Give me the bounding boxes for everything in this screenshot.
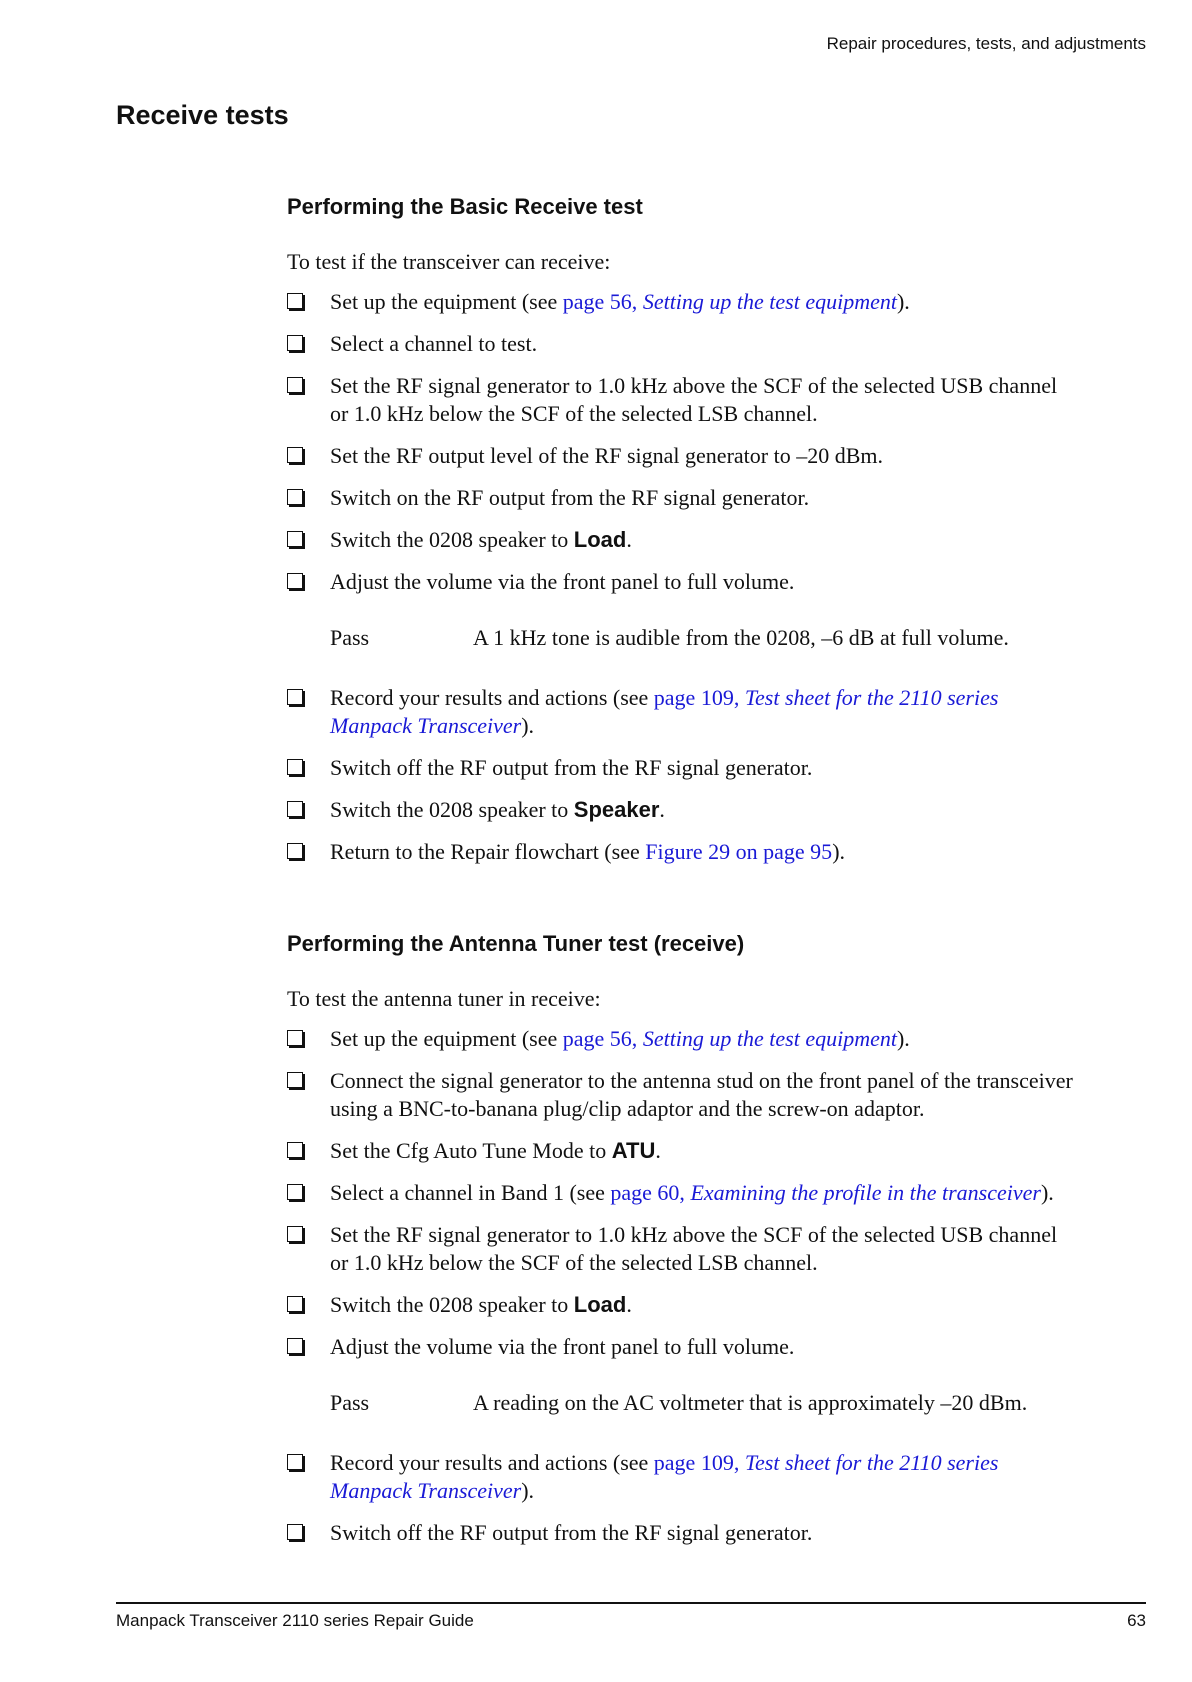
section-title: Performing the Basic Receive test	[287, 194, 643, 219]
step-text: Switch off the RF output from the RF signal generator.	[330, 1520, 813, 1545]
step-text: Set the RF output level of the RF signal generator to –20 dBm.	[330, 443, 883, 468]
setting-value: Load	[573, 527, 627, 552]
setting-value: Speaker	[573, 797, 660, 822]
checkbox-icon	[287, 377, 303, 393]
page-number: 63	[1127, 1611, 1146, 1630]
checkbox-icon	[287, 1030, 303, 1046]
step-text: Switch the 0208 speaker to Load.	[330, 527, 632, 552]
checkbox-icon	[287, 531, 303, 547]
checkbox-icon	[287, 293, 303, 309]
section-intro: To test the antenna tuner in receive:	[287, 986, 601, 1011]
step-text: Connect the signal generator to the antenna stud on the front panel of the transceiver using a BNC-to-banana plug/clip adaptor and the screw-on adaptor.	[330, 1068, 1073, 1121]
checkbox-icon	[287, 843, 303, 859]
cross-reference-link[interactable]: page 56, Setting up the test equipment	[562, 289, 897, 314]
checkbox-icon	[287, 689, 303, 705]
figure-link[interactable]: Figure 29 on page 95	[645, 839, 833, 864]
footer-guide-title: Manpack Transceiver 2110 series Repair Guide	[116, 1611, 474, 1630]
step-text: Switch the 0208 speaker to Load.	[330, 1292, 632, 1317]
step-text: Adjust the volume via the front panel to full volume.	[330, 1334, 795, 1359]
chapter-title: Receive tests	[116, 100, 289, 130]
running-header: Repair procedures, tests, and adjustments	[826, 34, 1146, 53]
checkbox-icon	[287, 1184, 303, 1200]
checkbox-icon	[287, 1338, 303, 1354]
step-text: Select a channel in Band 1 (see page 60, Examining the profile in the transceiver).	[330, 1180, 1054, 1205]
step-text: Record your results and actions (see page 109, Test sheet for the 2110 series Manpack Transceiver).	[330, 685, 999, 738]
cross-reference-link[interactable]: page 56, Setting up the test equipment	[562, 1026, 897, 1051]
step-text: Set the RF signal generator to 1.0 kHz above the SCF of the selected USB channel or 1.0 kHz below the SCF of the selected LSB channel.	[330, 373, 1058, 426]
cross-reference-link[interactable]: page 109, Test sheet for the 2110 series Manpack Transceiver	[330, 1450, 999, 1503]
step-text: Select a channel to test.	[330, 331, 538, 356]
checkbox-icon	[287, 759, 303, 775]
checkbox-icon	[287, 1072, 303, 1088]
checkbox-icon	[287, 573, 303, 589]
setting-value: Load	[573, 1292, 627, 1317]
step-text: Set up the equipment (see	[330, 1026, 563, 1051]
checkbox-icon	[287, 1454, 303, 1470]
checkbox-icon	[287, 1226, 303, 1242]
section-antenna-tuner-receive: Performing the Antenna Tuner test (receive) To test the antenna tuner in receive: Set up the equipment (see page 56, Setting up the test equipment). Connect the signal generator to the antenna stud on the front panel of the transceiver using a BNC-to-banana plug/clip adaptor and the screw-on adaptor. Set the Cfg Auto Tune Mode to ATU. Select a channel in Band 1 (see page 60, Examining the profile in the transceiver). Set the RF signal generator to 1.0 kHz above the SCF of the selected USB channel or 1.0 kHz below the SCF of the selected LSB channel. Switch the 0208 speaker to Load. Adjust the volume via the front panel to full volume. Pass A reading on the AC voltmeter that is approximately –20 dBm. Record your results and actions (see page 109, Test sheet for the 2110 series Manpack Transceiver). Switch off the RF output from the RF signal generator.	[287, 930, 1147, 958]
checkbox-icon	[287, 801, 303, 817]
footer-divider	[116, 1602, 1146, 1604]
checkbox-icon	[287, 447, 303, 463]
checkbox-icon	[287, 1296, 303, 1312]
section-basic-receive: Performing the Basic Receive test To test if the transceiver can receive: Set up the equipment (see page 56, Setting up the test equipment). Select a channel to test. Set the RF signal generator to 1.0 kHz above the SCF of the selected USB channel or 1.0 kHz below the SCF of the selected LSB channel. Set the RF output level of the RF signal generator to –20 dBm. Switch on the RF output from the RF signal generator. Switch the 0208 speaker to Load. Adjust the volume via the front panel to full volume. Pass A 1 kHz tone is audible from the 0208, –6 dB at full volume. Record your results and actions (see page 109, Test sheet for the 2110 series Manpack Transceiver). Switch off the RF output from the RF signal generator. Switch the 0208 speaker to Speaker. Return to the Repair flowchart (see Figure 29 on page 95).	[287, 193, 1147, 221]
pass-value: A reading on the AC voltmeter that is approximately –20 dBm.	[473, 1390, 1028, 1415]
checkbox-icon	[287, 1142, 303, 1158]
section-intro: To test if the transceiver can receive:	[287, 249, 611, 274]
checkbox-icon	[287, 1524, 303, 1540]
step-text: Set the RF signal generator to 1.0 kHz above the SCF of the selected USB channel or 1.0 kHz below the SCF of the selected LSB channel.	[330, 1222, 1058, 1275]
step-text: Switch on the RF output from the RF signal generator.	[330, 485, 810, 510]
step-text: Record your results and actions (see page 109, Test sheet for the 2110 series Manpack Transceiver).	[330, 1450, 999, 1503]
pass-value: A 1 kHz tone is audible from the 0208, –6 dB at full volume.	[473, 625, 1009, 650]
step-text: Return to the Repair flowchart (see Figure 29 on page 95).	[330, 839, 846, 864]
checkbox-icon	[287, 335, 303, 351]
pass-label: Pass	[330, 1390, 370, 1415]
step-text: Set up the equipment (see	[330, 289, 563, 314]
checkbox-icon	[287, 489, 303, 505]
step-text: Set the Cfg Auto Tune Mode to ATU.	[330, 1138, 661, 1163]
setting-value: ATU	[611, 1138, 656, 1163]
cross-reference-link[interactable]: page 60, Examining the profile in the transceiver	[610, 1180, 1041, 1205]
step-text: Switch off the RF output from the RF signal generator.	[330, 755, 813, 780]
step-text: Adjust the volume via the front panel to full volume.	[330, 569, 795, 594]
pass-label: Pass	[330, 625, 370, 650]
cross-reference-link[interactable]: page 109, Test sheet for the 2110 series Manpack Transceiver	[330, 685, 999, 738]
step-text: Switch the 0208 speaker to Speaker.	[330, 797, 665, 822]
section-title: Performing the Antenna Tuner test (receive)	[287, 931, 745, 956]
